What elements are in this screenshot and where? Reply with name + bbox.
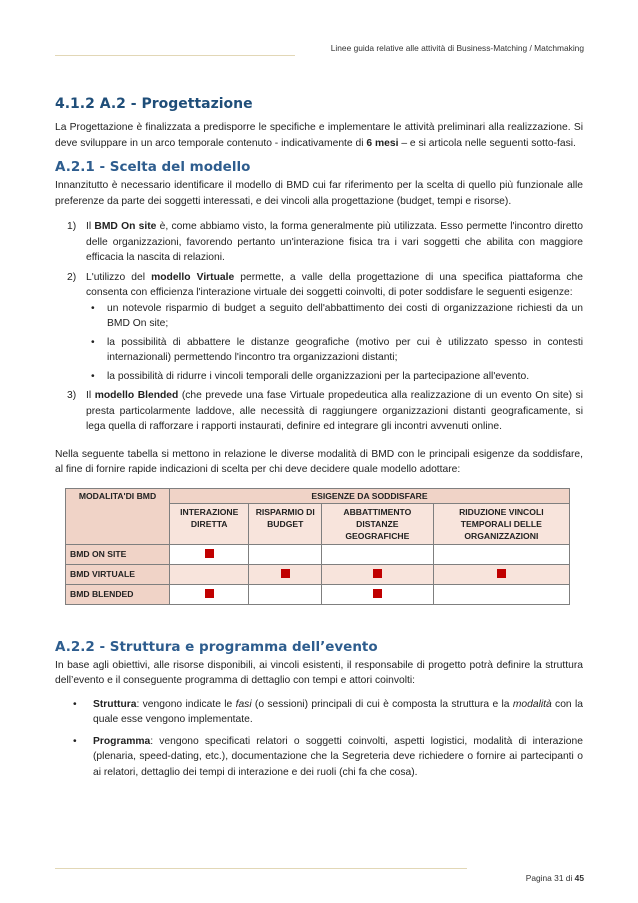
selection-mark-icon	[497, 569, 506, 578]
table-cell	[249, 544, 322, 564]
list-item: • Struttura: vengono indicate le fasi (o sessioni) principali di cui è composta la struttura e la modalità con la quale esse vengono implementate.	[73, 698, 583, 725]
selection-mark-icon	[373, 569, 382, 578]
model-item-virtual: 2) L'utilizzo del modello Virtuale permette, a valle della progettazione di una specifica piattaforma che consenta con efficienza l'interazione virtuale dei soggetti coinvolti, di poter soddisfare le seguenti esigenze: • un notevole risparmio di budget a seguito dell'abbattimento dei costi di organizzazione richiesti da un BMD On site; • la possibilità di abbattere le distanze geografiche (motivo per cui è utilizzato spesso in contesti internazionali) permettendo l'incontro tra organizzazioni distanti; • la possibilità di ridurre i vincoli temporali delle organizzazioni per la partecipazione all'evento.	[55, 270, 583, 385]
bmd-table	[65, 488, 570, 605]
list-item: • Programma: vengono specificati relatori o soggetti coinvolti, aspetti logistici, modalità di interazione (plenaria, speed-dating, etc.), documentazione che la Segreteria deve richiedere o fornire ai partecipanti o ai relatori, dettaglio dei tempi di interazione e dei ruoli (chi fa che cosa).	[73, 735, 583, 778]
section-title: 4.1.2 A.2 - Progettazione	[55, 96, 253, 112]
table-corner-header: MODALITA'DI BMD	[66, 488, 170, 544]
structure-intro: In base agli obiettivi, alle risorse disponibili, ai vincoli esistenti, il responsabile di progetto potrà definire la struttura dell’evento e il conseguente programma di dettaglio con tempi e attori coinvolti:	[55, 659, 583, 686]
table-cell	[322, 564, 434, 584]
table-row	[66, 584, 570, 604]
table-cell	[322, 584, 434, 604]
table-intro: Nella seguente tabella si mettono in relazione le diverse modalità di BMD con le principali esigenze da soddisfare, al fine di fornire rapide indicazioni di scelta per chi deve decidere quale modello adottare:	[55, 448, 583, 475]
table-cell	[433, 584, 569, 604]
structure-list	[55, 697, 583, 781]
selection-mark-icon	[373, 589, 382, 598]
table-cell	[170, 564, 249, 584]
virtual-benefits-list	[86, 301, 583, 385]
model-intro: Innanzitutto è necessario identificare il modello di BMD cui far riferimento per la scelta di quello più funzionale alle preferenze da parte dei soggetti interessati, e dei vincoli alla progettazione (budget, tempi e risorse).	[55, 180, 583, 207]
section-intro: La Progettazione è finalizzata a predisporre le specifiche e implementare le attività preliminari alla realizzazione. Si deve sviluppare in un arco temporale contenuto - indicativamente di 6 mesi – e si articola nelle seguenti sotto-fasi.	[55, 122, 583, 149]
column-header: RISPARMIO DI BUDGET	[249, 503, 322, 544]
table-row	[66, 544, 570, 564]
table-cell	[433, 564, 569, 584]
table-group-header: ESIGENZE DA SODDISFARE	[170, 488, 570, 503]
header-divider	[55, 55, 295, 56]
table-cell	[249, 584, 322, 604]
page-header: Linee guida relative alle attività di Business-Matching / Matchmaking	[330, 43, 584, 53]
selection-mark-icon	[205, 589, 214, 598]
column-header: INTERAZIONE DIRETTA	[170, 503, 249, 544]
table-cell	[170, 544, 249, 564]
subsection-title-structure: A.2.2 - Struttura e programma dell’evento	[55, 638, 378, 655]
selection-mark-icon	[281, 569, 290, 578]
model-item-blended: 3) Il modello Blended (che prevede una fase Virtuale propedeutica alla realizzazione di un evento On site) si presta particolarmente laddove, alle necessità di raggiungere organizzazioni distanti geograficamente, si lega quella di rafforzare i rapporti instaurati, definire ed integrare gli incontri avvenuti online.	[67, 390, 583, 432]
table-cell	[170, 584, 249, 604]
list-item: • un notevole risparmio di budget a seguito dell'abbattimento dei costi di organizzazione richiesti da un BMD On site;	[91, 302, 583, 329]
table-row	[66, 564, 570, 584]
row-label: BMD ON SITE	[66, 544, 170, 564]
model-item-onsite: 1) Il BMD On site è, come abbiamo visto, la forma generalmente più utilizzata. Esso permette l'incontro diretto delle organizzazioni, favorendo pertanto un'interazione fisica tra i vari soggetti che abilita con maggiore efficacia la nascita di relazioni.	[67, 221, 583, 263]
list-item: • la possibilità di abbattere le distanze geografiche (motivo per cui è utilizzato spesso in contesti internazionali) permettendo l'incontro tra organizzazioni distanti;	[91, 336, 583, 363]
page-content	[55, 96, 583, 786]
column-header: RIDUZIONE VINCOLI TEMPORALI DELLE ORGANIZZAZIONI	[433, 503, 569, 544]
model-list	[55, 219, 583, 435]
table-cell	[249, 564, 322, 584]
column-header: ABBATTIMENTO DISTANZE GEOGRAFICHE	[322, 503, 434, 544]
list-item: • la possibilità di ridurre i vincoli temporali delle organizzazioni per la partecipazione all'evento.	[91, 370, 530, 382]
page-footer: Pagina 31 di 45	[525, 873, 584, 883]
subsection-title-model: A.2.1 - Scelta del modello	[55, 159, 251, 175]
table-cell	[433, 544, 569, 564]
footer-divider	[55, 868, 467, 869]
row-label: BMD BLENDED	[66, 584, 170, 604]
table-cell	[322, 544, 434, 564]
row-label: BMD VIRTUALE	[66, 564, 170, 584]
selection-mark-icon	[205, 549, 214, 558]
